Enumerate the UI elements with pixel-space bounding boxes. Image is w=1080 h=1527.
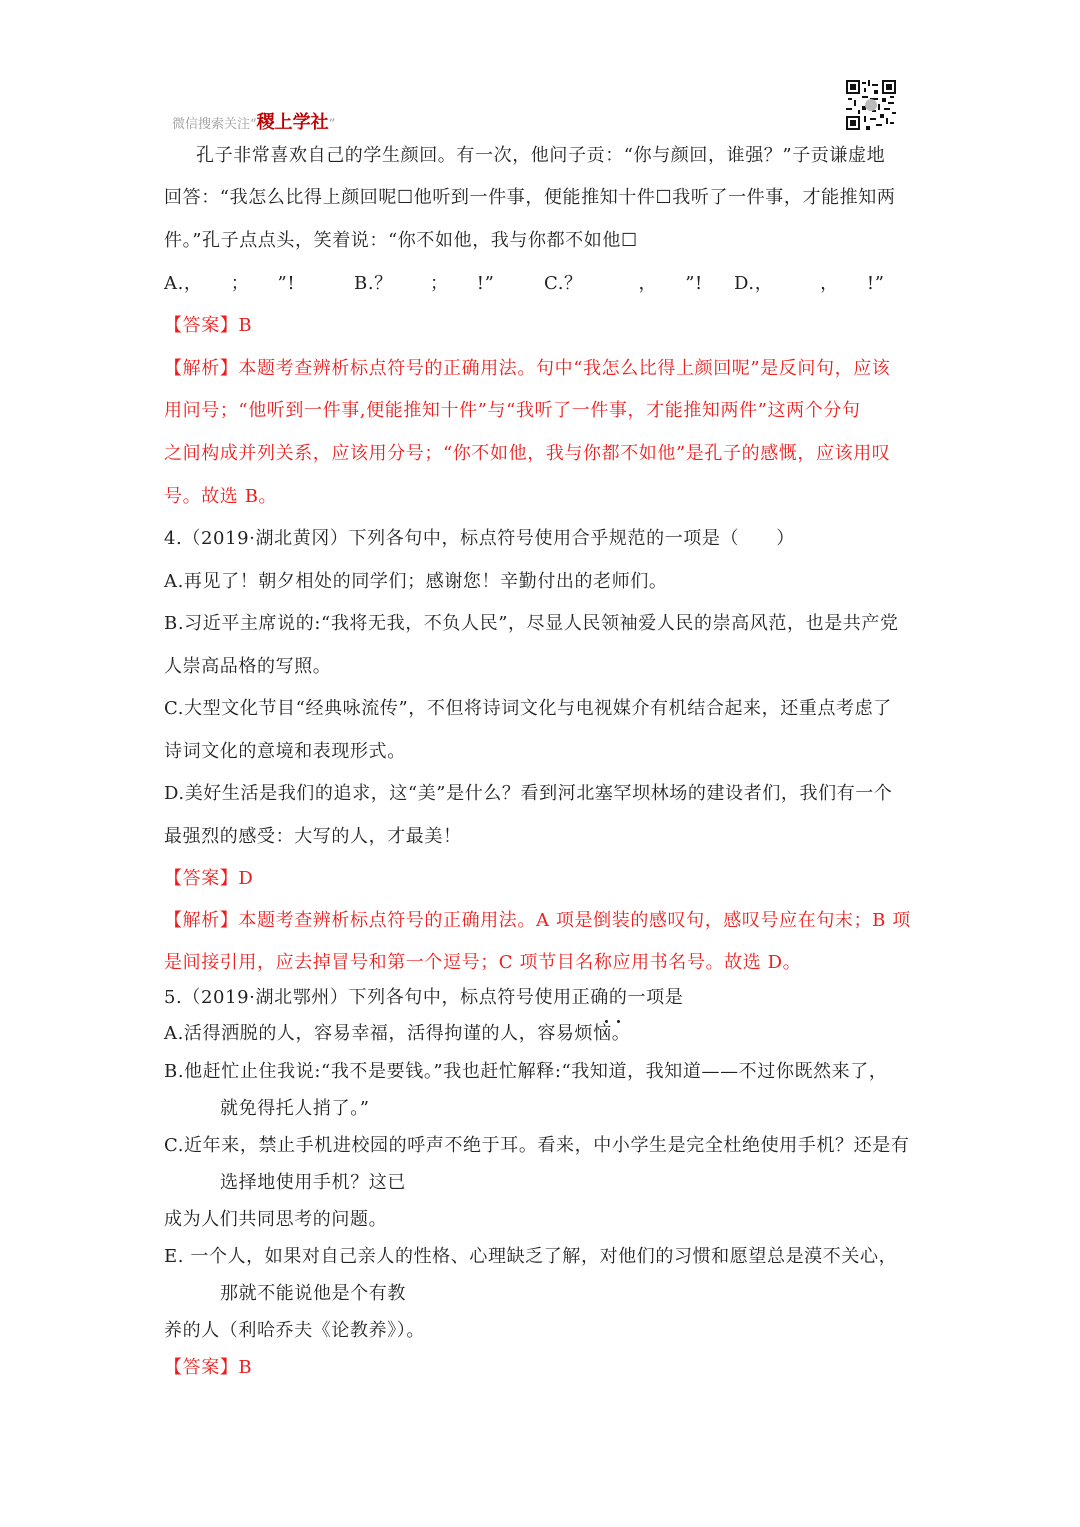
q3-option-d: D.， ， !” bbox=[734, 273, 885, 294]
q4-answer-value: D bbox=[238, 868, 254, 889]
q3-options bbox=[164, 272, 885, 296]
q3-answer-label: 【答案】 bbox=[164, 315, 239, 336]
q5-option-e-cont-2: 养的人（利哈乔夫《论教养》）。 bbox=[164, 1320, 425, 1341]
watermark bbox=[172, 108, 335, 134]
q4-analysis-line-1: 【解析】本题考查辨析标点符号的正确用法。A 项是倒装的感叹句，感叹号应在句末；B 项 bbox=[164, 910, 911, 931]
watermark-suffix: ” bbox=[328, 117, 336, 132]
q3-analysis-line-3: 之间构成并列关系，应该用分号；“你不如他，我与你都不如他”是孔子的感慨，应该用叹 bbox=[164, 443, 891, 464]
q3-option-a: A.， ； ”! bbox=[164, 273, 296, 294]
q5-option-b: B.他赶忙止住我说:“我不是要钱。”我也赶忙解释:“我知道，我知道——不过你既然来了， bbox=[164, 1061, 888, 1082]
q4-stem: 4.（2019·湖北黄冈）下列各句中，标点符号使用合乎规范的一项是（ ） bbox=[164, 528, 795, 549]
q5-option-a: A.活得洒脱的人，容易幸福，活得拘谨的人，容易烦恼。 bbox=[164, 1023, 631, 1044]
q5-answer-label: 【答案】 bbox=[164, 1357, 239, 1378]
q4-answer bbox=[164, 867, 253, 891]
q4-option-a: A.再见了！朝夕相处的同学们；感谢您！辛勤付出的老师们。 bbox=[164, 571, 668, 592]
q5-option-e-cont-1: 那就不能说他是个有教 bbox=[220, 1283, 406, 1304]
q5-answer bbox=[164, 1356, 252, 1380]
q4-answer-label: 【答案】 bbox=[164, 868, 239, 889]
q4-option-b: B.习近平主席说的:“我将无我，不负人民”，尽显人民领袖爱人民的崇高风范，也是共产党 bbox=[164, 613, 899, 634]
watermark-brand: 稷上学社 bbox=[256, 112, 329, 133]
q3-stem-line-1: 孔子非常喜欢自己的学生颜回。有一次，他问子贡：“你与颜回，谁强？”子贡谦虚地 bbox=[196, 145, 886, 166]
q3-stem-line-3: 件。”孔子点点头，笑着说：“你不如他，我与你都不如他☐ bbox=[164, 230, 638, 251]
q5-option-c-cont-1: 选择地使用手机？这已 bbox=[220, 1172, 406, 1193]
q5-option-c: C.近年来，禁止手机进校园的呼声不绝于耳。看来，中小学生是完全杜绝使用手机？还是有 bbox=[164, 1135, 910, 1156]
q5-option-e: E. 一个人，如果对自己亲人的性格、心理缺乏了解，对他们的习惯和愿望总是漠不关心， bbox=[164, 1246, 898, 1267]
q3-analysis-line-4: 号。故选 B。 bbox=[164, 486, 278, 507]
q5-option-c-cont-2: 成为人们共同思考的问题。 bbox=[164, 1209, 388, 1230]
qr-code-icon bbox=[846, 80, 896, 130]
q3-stem-line-2: 回答：“我怎么比得上颜回呢☐他听到一件事，便能推知十件☐我听了一件事，才能推知两 bbox=[164, 187, 896, 208]
q3-option-b: B.？ ； !” bbox=[354, 273, 495, 294]
q5-answer-value: B bbox=[238, 1357, 253, 1378]
q3-analysis-line-2: 用问号；“他听到一件事,便能推知十件”与“我听了一件事，才能推知两件”这两个分句 bbox=[164, 400, 861, 421]
watermark-prefix: 微信搜索关注“ bbox=[172, 117, 257, 132]
q3-analysis-line-1: 【解析】本题考查辨析标点符号的正确用法。句中“我怎么比得上颜回呢”是反问句，应该 bbox=[164, 358, 891, 379]
q4-option-d-cont: 最强烈的感受：大写的人，才最美！ bbox=[164, 826, 462, 847]
q3-answer-value: B bbox=[238, 315, 253, 336]
q3-answer bbox=[164, 314, 252, 338]
q4-option-c: C.大型文化节目“经典咏流传”，不但将诗词文化与电视媒介有机结合起来，还重点考虑了 bbox=[164, 698, 892, 719]
q4-option-b-cont: 人崇高品格的写照。 bbox=[164, 656, 332, 677]
q3-option-c: C.？ ， ”! bbox=[544, 273, 703, 294]
q4-analysis-line-2: 是间接引用，应去掉冒号和第一个逗号；C 项节目名称应用书名号。故选 D。 bbox=[164, 952, 802, 973]
q4-option-c-cont: 诗词文化的意境和表现形式。 bbox=[164, 741, 406, 762]
q5-option-b-cont: 就免得托人捎了。” bbox=[220, 1098, 370, 1119]
q5-stem: 5.（2019·湖北鄂州）下列各句中，标点符号使用正确的一项是 bbox=[164, 987, 684, 1008]
q4-option-d: D.美好生活是我们的追求，这“美”是什么？看到河北塞罕坝林场的建设者们，我们有一个 bbox=[164, 783, 893, 804]
